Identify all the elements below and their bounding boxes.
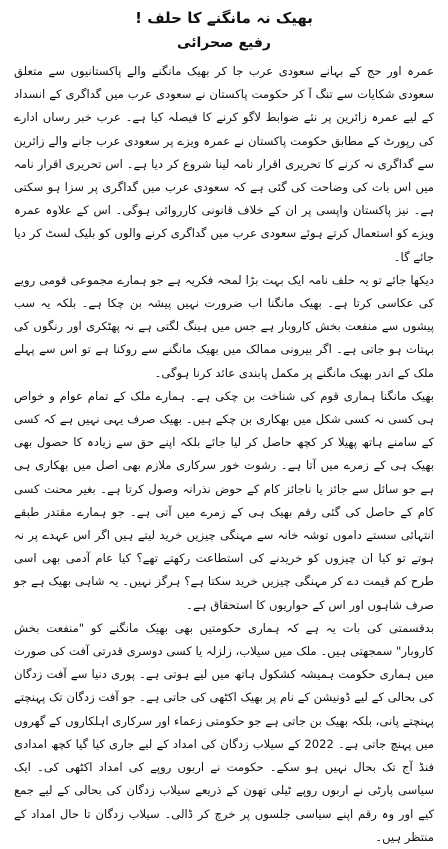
article-author: رفیع صحرائی	[177, 35, 271, 51]
article-paragraph-3: بھیک مانگنا ہماری قوم کی شناخت بن چکی ہے۔ ہمارے ملک کے تمام عوام و خواص ہی کسی نہ کسی شکل میں بھکاری بن چکے ہیں۔ بھیک صرف یہی نہیں ہے کہ کسی کے سامنے ہاتھ پھیلا کر کچھ حاصل کر لیا جائے بلکہ اپنے حق سے زیادہ کا حصول بھی بھیک ہی کے زمرے میں آتا ہے۔ رشوت خور سرکاری ملازم بھی اصل میں بھکاری ہی ہے جو سائل سے جائز یا ناجائز کام کے حوض نذرانہ وصول کرتا ہے۔ بغیر محنت کسی کام کے حاصل کی گئی رقم بھیک ہی کے زمرے میں آتی ہے۔ جو ہمارے مقتدر طبقے انتہائی سستے داموں توشہ خانہ سے مہنگی چیزیں خرید لیتے ہیں اگر اس عہدے پر نہ ہوتے تو کیا ان چیزوں کو خریدنے کی استطاعت رکھتے تھے؟ کیا عام آدمی بھی اسی طرح کم قیمت دے کر مہنگی چیزیں خرید سکتا ہے؟ ہرگز نہیں۔ یہ شاہی بھیک ہے جو صرف شاہوں اور اس کے حواریوں کا استحقاق ہے۔	[14, 388, 434, 612]
article-paragraph-1: عمرہ اور حج کے بہانے سعودی عرب جا کر بھیک مانگنے والے پاکستانیوں سے متعلق سعودی شکایات سے تنگ آ کر حکومت پاکستان نے سعودی عرب میں گداگری کے انسداد کے لیے عمرہ زائرین پر نئے ضوابط لاگو کرنے کا فیصلہ کیا ہے۔ عرب خبر رساں ادارے کی رپورٹ کے مطابق حکومت پاکستان نے عمرہ ویزے پر سعودی عرب جانے والے زائرین سے گداگری نہ کرنے کا تحریری اقرار نامہ لینا شروع کر دیا ہے۔ اس تحریری اقرار نامہ میں اس بات کی وضاحت کی گئی ہے کہ سعودی عرب میں گداگری پر سزا ہو سکتی ہے۔ نیز پاکستان واپسی پر ان کے خلاف قانونی کارروائی ہوگی۔ اس کے علاوہ عمرہ ویزے کو استعمال کرتے ہوئے سعودی عرب میں گداگری کرنے والوں کو بلیک لسٹ کر دیا جائے گا۔	[14, 64, 434, 264]
article-body	[14, 60, 434, 849]
article-title: بھیک نہ مانگنے کا حلف !	[135, 9, 313, 27]
article-paragraph-2: دیکھا جائے تو یہ حلف نامہ ایک بہت بڑا لمحہ فکریہ ہے جو ہمارے مجموعی قومی رویے کی عکاسی کرتا ہے۔ بھیک مانگنا اب ضرورت نہیں پیشہ بن چکا ہے۔ بلکہ یہ سب پیشوں سے منفعت بخش کاروبار ہے جس میں ہینگ لگتی ہے نہ پھٹکری اور رنگوں کی بہتات ہو جاتی ہے۔ اگر بیرونی ممالک میں بھیک مانگنے سے روکنا ہے تو اس سے پہلے ملک کے اندر بھیک مانگنے پر مکمل پابندی عائد کرنا ہوگی۔	[14, 272, 434, 380]
article-paragraph-4: بدقسمتی کی بات یہ ہے کہ ہماری حکومتیں بھی بھیک مانگنے کو "منفعت بخش کاروبار" سمجھتی ہیں۔ ملک میں سیلاب، زلزلہ یا کسی دوسری قدرتی آفت کی صورت میں ہماری حکومت ہمیشہ کشکول ہاتھ میں لیے ہوتی ہے۔ پوری دنیا سے آفت زدگان کی بحالی کے لیے ڈونیشن کے نام پر بھیک اکٹھی کی جاتی ہے۔ جو آفت زدگان تک پہنچتے پہنچتے پانی، بلکہ بھیک بن جاتی ہے جو حکومتی زعماء اور سرکاری اہلکاروں کے گھروں میں پہنچ جاتی ہے۔ 2022 کے سیلاب زدگان کی امداد کے لیے جاری کیا گیا کچھ امدادی فنڈ آج تک بحال نہیں ہو سکے۔ حکومت نے اربوں روپے کی امداد اکٹھی کی۔ ایک سیاسی پارٹی نے اربوں روپے ٹیلی تھون کے ذریعے سیلاب زدگان کی بحالی کے لیے جمع کیے اور وہ رقم اپنے سیاسی جلسوں پر خرچ کر ڈالی۔ سیلاب زدگان تا حال امداد کے منتظر ہیں۔	[14, 620, 434, 844]
